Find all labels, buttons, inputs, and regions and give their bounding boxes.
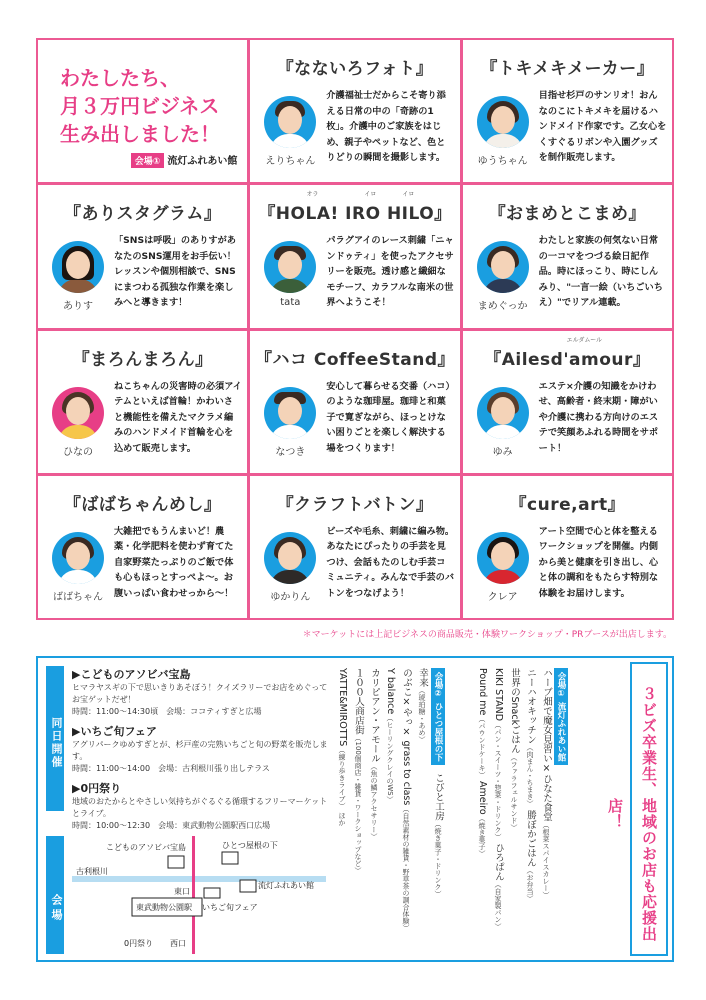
shop-item [490, 843, 506, 930]
business-card [38, 476, 247, 618]
map-text: ひとつ屋根の下 [222, 841, 278, 850]
venue2-shop-list [334, 668, 446, 958]
business-card [250, 476, 459, 618]
map-text: いちご旬フェア [202, 903, 258, 912]
shop-note: （琥珀糖・あめ） [418, 687, 426, 743]
venue-marker [204, 888, 220, 898]
shop-name: 幸来 [417, 668, 428, 687]
venue-tag: 会場① [131, 153, 165, 168]
person-name: ゆうちゃん [477, 156, 528, 167]
shop-name: Ameiro [477, 781, 488, 816]
title-ruby: エルダムール [566, 336, 602, 344]
business-card [463, 476, 672, 618]
shop-note: （練り歩きライブ） [338, 746, 346, 810]
portrait-photo [264, 241, 316, 293]
shop-item [382, 668, 398, 803]
shop-item [414, 668, 430, 743]
shop-item [366, 668, 382, 840]
person-name: ゆみ [492, 446, 513, 458]
shop-item [506, 668, 522, 831]
business-card [250, 331, 459, 473]
headline-line-3: 生み出しました！ [60, 122, 220, 146]
event-text: ヒマラヤスギの下で思いきりあそぼう！クイズラリーでお店をめぐってお宝ゲットだぜ！ [72, 683, 328, 704]
business-card [250, 185, 459, 327]
event-time: 時間：10:00～12:30 会場：東武動物公園駅西口広場 [72, 821, 271, 830]
rail-line [192, 836, 195, 954]
business-card [463, 40, 672, 182]
map-label: 会場 [46, 836, 64, 954]
business-grid [36, 38, 674, 620]
venue-marker [222, 852, 238, 864]
person-name: まめぐっか [477, 301, 528, 313]
shop-note: （自家製パン） [494, 881, 502, 931]
same-day-label: 同日開催 [46, 666, 64, 811]
shop-note: （魚の鱗アクセサリー） [370, 763, 378, 840]
shop-name: Pound me [477, 668, 488, 716]
shop-name: １００人商店街 [353, 668, 364, 735]
person-name: ひなの [63, 446, 93, 458]
shop-note: （100個商店・雑貨・ワークショップなど） [354, 734, 362, 874]
shop-name: 勝ぼかごはん [525, 810, 536, 868]
shop-name: カリピアン・アモール [369, 668, 380, 763]
portrait-photo [52, 387, 104, 439]
person-name: クレア [487, 591, 518, 603]
event-name: ▶こどものアソビバ宝島 [72, 668, 191, 681]
portrait-photo [264, 532, 316, 584]
shop-etc: ほか [338, 812, 346, 827]
map-text: 西口 [170, 939, 186, 948]
shop-note: （焼き菓子・ドリンク） [434, 820, 442, 897]
shop-note: （パン・スイーツ・惣菜・ドリンク） [494, 721, 502, 841]
portrait-photo [264, 387, 316, 439]
portrait-photo [477, 241, 529, 293]
shop-item [490, 668, 506, 840]
intro-headline [60, 64, 220, 148]
venue1-heading: 会場① 流灯ふれあい館 [554, 668, 568, 765]
event-item [72, 666, 332, 717]
person-name: なつき [275, 446, 306, 458]
intro-venue [131, 152, 238, 168]
event-time: 時間：11:00～14:30頃 会場：ココティすぎと広場 [72, 707, 262, 716]
person-name: ばばちゃん [53, 591, 103, 603]
business-title: 『クラフトバトン』 [276, 494, 434, 515]
shop-note: （肉まん・ちまき） [526, 744, 534, 807]
headline-line-2: 月３万円ビジネス [60, 94, 220, 118]
map-text: 流灯ふれあい館 [258, 881, 314, 890]
business-description: 目指せ杉戸のサンリオ！おんなのこにトキメキを届けるハンドメイド作家です。乙女心をくすぐるリボンや入園グッズを制作販売します。 [538, 90, 667, 163]
map-text: 東口 [174, 887, 190, 896]
shop-item [522, 810, 538, 902]
business-title: 『ありスタグラム』 [63, 204, 222, 225]
business-card [463, 331, 672, 473]
shop-item [350, 668, 366, 874]
venue2-heading: 会場② ひとつ屋根の下 [431, 668, 445, 765]
map-svg [72, 836, 326, 954]
business-description: アート空間で心と体を整えるワークショップを開催。内側から美と健康を引き出し、心と体の調和をもたらす特別な体験をお届けします。 [538, 525, 659, 599]
business-card [250, 40, 459, 182]
business-description: ねこちゃんの災害時の必須アイテムといえば首輪！かわいさと機能性を備えたマクラメ編みのハンドメイド首輪を心を込めて販売します。 [114, 380, 242, 454]
person-name: ゆかりん [270, 591, 311, 603]
shop-note: （根菜スパイスカレー） [542, 821, 550, 899]
shop-note: （自然素材の雑貨・野草茶の調合体験） [402, 805, 410, 932]
market-footnote: ＊マーケットには上記ビジネスの商品販売・体験ワークショップ・PRブースが出店します。 [302, 630, 672, 640]
business-description: わたしと家族の何気ない日常の一コマをつづる絵日記作品。時にほっこり、時にしんみり、"一言一絵（いちごいちえ）"でリアル連載。 [538, 235, 663, 309]
shop-name: ひろぱん [493, 843, 504, 882]
business-card [38, 185, 247, 327]
map-text: こどものアソビバ宝島 [106, 843, 186, 852]
person-name: tata [280, 297, 301, 309]
shop-note: （ファラフェルサンド） [510, 753, 518, 831]
shop-name: YATTE&MIROTTS [337, 668, 348, 747]
venue-map [46, 836, 326, 954]
headline-line-1: わたしたち、 [60, 66, 180, 90]
business-description: パラグアイのレース刺繍「ニャンドゥティ」を使ったアクセサリーを販売。透け感と繊細なモチーフ、カラフルな南米の世界へようこそ！ [326, 235, 454, 309]
shop-item [474, 781, 490, 857]
portrait-photo [52, 241, 104, 293]
portrait-photo [52, 532, 104, 584]
shop-item [538, 668, 554, 899]
portrait-photo [264, 96, 316, 148]
business-card [463, 185, 672, 327]
map-drawing [72, 836, 326, 954]
shop-name: こびと工房 [433, 772, 444, 820]
event-name: ▶0円祭り [72, 782, 122, 795]
business-description: 「SNSは呼吸」のありすがあなたのSNS運用をお手伝い！レッスンや個別相談で、SNSにまつわる孤独な作業を楽しみへと導きます！ [114, 235, 236, 309]
event-list [72, 666, 332, 837]
business-title: 『なないろフォト』 [276, 59, 434, 79]
same-day-events [46, 666, 328, 830]
business-card [38, 331, 247, 473]
shop-item [398, 668, 414, 931]
shop-name: ハーブ畑で魔女見習い×ひなた食堂 [541, 668, 552, 822]
business-title: 『Ailesd'amour』 [484, 349, 651, 370]
person-name: えりちゃん [265, 156, 316, 167]
shop-note: （パウンドケーキ） [478, 715, 486, 779]
shop-item [334, 668, 350, 809]
business-description: エステ×介護の知識をかけわせ、高齢者・終末期・障がいや介護に携わる方向けのエステで笑顔あふれる時間をサポート！ [538, 380, 659, 454]
portrait-photo [477, 96, 529, 148]
shop-item [474, 668, 490, 778]
shop-note: （ヒーリングクレイのWS） [386, 714, 394, 803]
map-text: 0円祭り [124, 939, 154, 948]
event-info-section [36, 656, 674, 962]
event-item [72, 723, 332, 774]
shop-name: KIKI STAND [493, 668, 504, 722]
intro-cell [38, 40, 247, 182]
support-banner: ３ビズ卒業生、地域のお店も応援出店！ [630, 662, 668, 956]
event-text: 地域のおたからとやさしい気持ちがぐるぐる循環するフリーマーケットとライブ。 [72, 797, 328, 818]
title-ruby: イロ [402, 191, 415, 199]
shop-note: （焼き菓子） [478, 815, 486, 858]
event-time: 時間：11:00～14:00 会場：古利根川張り出しテラス [72, 764, 270, 773]
venue-name: 流灯ふれあい館 [167, 156, 238, 168]
shop-name: のぶこ×やっ× grass to class [401, 668, 412, 806]
event-item [72, 780, 332, 831]
shop-name: Y balance [385, 668, 396, 715]
shop-name: ニーハオキッチン [525, 668, 536, 744]
business-title: 『ばばちゃんめし』 [63, 494, 222, 515]
map-text: 東武動物公園駅 [136, 903, 192, 912]
shop-item [522, 668, 538, 807]
business-title: 『HOLA! IRO HILO』 [258, 204, 452, 225]
event-text: アグリパークゆめすぎとが、杉戸産の完熟いちごと旬の野菜を販売します。 [72, 740, 328, 761]
person-name: ありす [63, 301, 93, 313]
title-ruby: イロ [364, 191, 377, 199]
event-name: ▶いちご旬フェア [72, 725, 157, 738]
business-description: 安心して暮らせる交番（ハコ）のような珈琲屋。珈琲と和菓子で寛ぎながら、ほっとけない困りごとを楽しく解決する場をつくります！ [326, 380, 451, 454]
shop-name: 世界のSnackごはん [509, 668, 520, 754]
venue-marker [168, 856, 184, 868]
shop-item [430, 773, 446, 898]
title-ruby: オラ [306, 191, 319, 199]
map-text: 古利根川 [76, 867, 108, 876]
business-description: 介護福祉士だからこそ寄り添える日常の中の「奇跡の1枚」。介護中のご家族をはじめ、親子やペットなど、色とりどりの瞬間を撮影します。 [326, 90, 446, 163]
business-title: 『ハコ CoffeeStand』 [254, 349, 456, 370]
shop-note: （お弁当） [526, 867, 534, 903]
venue1-shop-list [474, 668, 568, 958]
business-title: 『cure,art』 [509, 494, 626, 515]
business-title: 『トキメキメーカー』 [480, 59, 655, 79]
venue-marker [240, 880, 256, 892]
business-title: 『まろんまろん』 [72, 349, 213, 370]
business-description: ビーズや毛糸、刺繍に編み物。あなたにぴったりの手芸を見つけ、会話もたのしむ手芸コミュニティ。みんなで手芸のバトンをつなげよう！ [326, 525, 455, 599]
business-description: 大雑把でもうんまいど！農薬・化学肥料を使わず育てた自家野菜たっぷりのご飯で体も心もほっとすっぺよ～。お腹いっぱい食わせっから～！ [114, 525, 234, 599]
portrait-photo [477, 387, 529, 439]
business-title: 『おまめとこまめ』 [488, 204, 647, 225]
portrait-photo [477, 532, 529, 584]
